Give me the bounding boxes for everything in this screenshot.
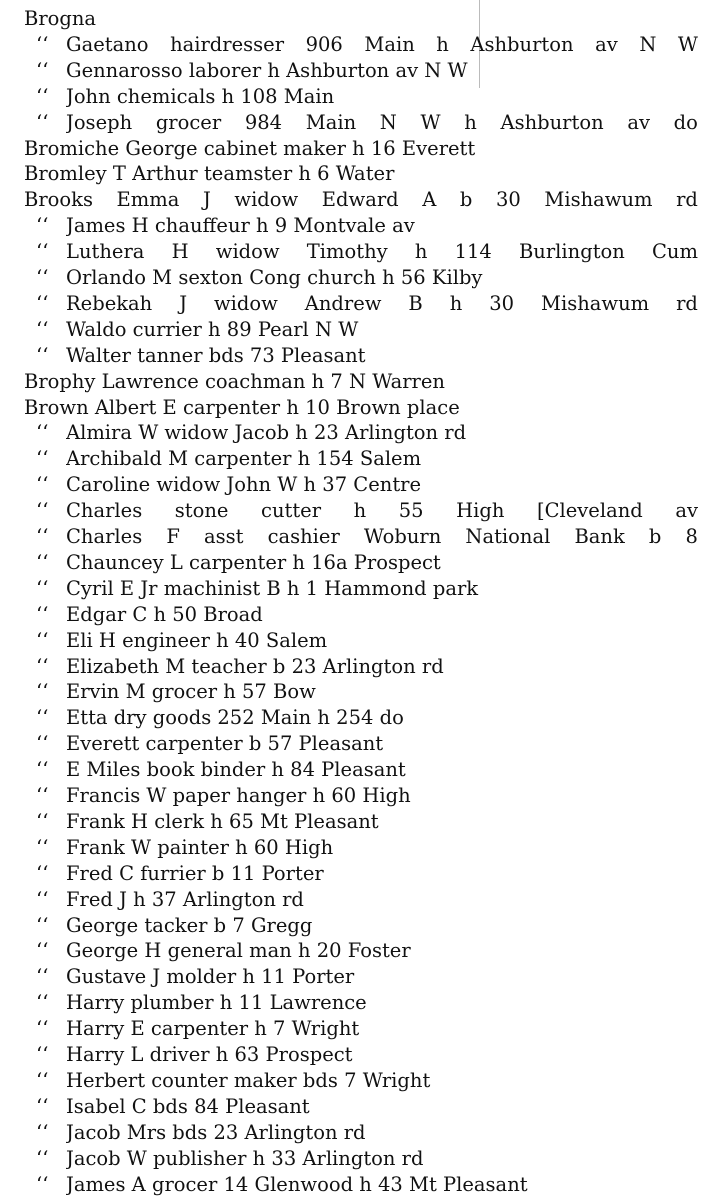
directory-entry xyxy=(36,576,698,602)
ditto-mark: ‘‘ xyxy=(36,809,49,833)
directory-entry xyxy=(36,32,698,58)
ditto-mark: ‘‘ xyxy=(36,835,49,859)
entry-text: Frank W painter h 60 High xyxy=(66,835,334,859)
entry-text: Etta dry goods 252 Main h 254 do xyxy=(66,706,404,730)
directory-entry xyxy=(36,343,698,369)
entry-text: Isabel C bds 84 Pleasant xyxy=(66,1094,310,1118)
ditto-mark: ‘‘ xyxy=(36,939,49,963)
ditto-mark: ‘‘ xyxy=(36,421,49,445)
directory-entry xyxy=(36,265,698,291)
entry-text: George tacker b 7 Gregg xyxy=(66,913,313,937)
directory-entry xyxy=(36,1042,698,1068)
ditto-mark: ‘‘ xyxy=(36,58,49,82)
entry-text: Edgar C h 50 Broad xyxy=(66,602,263,626)
ditto-mark: ‘‘ xyxy=(36,1017,49,1041)
directory-entry xyxy=(36,1068,698,1094)
ditto-mark: ‘‘ xyxy=(36,784,49,807)
ditto-mark: ‘‘ xyxy=(36,1172,49,1196)
directory-entry xyxy=(36,1172,698,1198)
directory-entry xyxy=(36,705,698,731)
directory-entry xyxy=(36,887,698,913)
entry-text: Herbert counter maker bds 7 Wright xyxy=(66,1068,431,1092)
directory-entry xyxy=(36,654,698,680)
ditto-mark: ‘‘ xyxy=(36,110,49,134)
ditto-mark: ‘‘ xyxy=(36,473,49,497)
directory-entry xyxy=(36,964,698,990)
directory-entry xyxy=(36,783,698,809)
ditto-mark: ‘‘ xyxy=(36,32,49,56)
directory-entry xyxy=(36,291,698,317)
directory-entry xyxy=(24,6,698,32)
ditto-mark: ‘‘ xyxy=(36,758,49,782)
directory-entry xyxy=(36,110,698,136)
entry-text: Harry L driver h 63 Prospect xyxy=(66,1043,353,1066)
entry-text: Gustave J molder h 11 Porter xyxy=(66,965,355,989)
ditto-mark: ‘‘ xyxy=(36,1146,49,1170)
directory-entry xyxy=(36,213,698,239)
entry-text: Jacob W publisher h 33 Arlington rd xyxy=(66,1146,424,1170)
entry-text: Joseph grocer 984 Main N W h Ashburton av do xyxy=(66,110,698,134)
directory-entry xyxy=(36,420,698,446)
ditto-mark: ‘‘ xyxy=(36,576,49,600)
ditto-mark: ‘‘ xyxy=(36,680,49,704)
directory-entry xyxy=(36,861,698,887)
ditto-mark: ‘‘ xyxy=(36,214,49,238)
directory-entry xyxy=(24,136,698,162)
entry-text: Brooks Emma J widow Edward A b 30 Mishawum rd xyxy=(24,188,698,212)
ditto-mark: ‘‘ xyxy=(36,266,49,289)
entry-text: Almira W widow Jacob h 23 Arlington rd xyxy=(66,421,467,445)
directory-entry xyxy=(36,239,698,265)
directory-entry xyxy=(24,161,698,187)
entry-text: Francis W paper hanger h 60 High xyxy=(66,784,411,807)
ditto-mark: ‘‘ xyxy=(36,84,49,108)
ditto-mark: ‘‘ xyxy=(36,706,49,730)
ditto-mark: ‘‘ xyxy=(36,240,49,264)
ditto-mark: ‘‘ xyxy=(36,602,49,626)
entry-text: Gaetano hairdresser 906 Main h Ashburton av N W xyxy=(66,32,698,56)
entry-text: Waldo currier h 89 Pearl N W xyxy=(66,317,359,341)
ditto-mark: ‘‘ xyxy=(36,499,49,523)
ditto-mark: ‘‘ xyxy=(36,317,49,341)
entry-text: James A grocer 14 Glenwood h 43 Mt Pleasant xyxy=(66,1172,528,1196)
ditto-mark: ‘‘ xyxy=(36,965,49,989)
ditto-mark: ‘‘ xyxy=(36,1120,49,1144)
directory-entry xyxy=(36,1146,698,1172)
entry-text: Bromiche George cabinet maker h 16 Everett xyxy=(24,136,476,160)
directory-entry xyxy=(36,84,698,110)
directory-entry xyxy=(36,628,698,654)
directory-entry xyxy=(36,1016,698,1042)
directory-entry xyxy=(36,757,698,783)
entry-text: Rebekah J widow Andrew B h 30 Mishawum rd xyxy=(66,291,698,315)
entry-text: Fred C furrier b 11 Porter xyxy=(66,861,324,885)
ditto-mark: ‘‘ xyxy=(36,1043,49,1066)
ditto-mark: ‘‘ xyxy=(36,887,49,911)
entry-text: Archibald M carpenter h 154 Salem xyxy=(66,447,422,471)
ditto-mark: ‘‘ xyxy=(36,447,49,471)
directory-entry xyxy=(36,446,698,472)
ditto-mark: ‘‘ xyxy=(36,1094,49,1118)
entry-text: Bromley T Arthur teamster h 6 Water xyxy=(24,162,395,186)
ditto-mark: ‘‘ xyxy=(36,991,49,1015)
directory-entry xyxy=(36,602,698,628)
directory-entry xyxy=(36,990,698,1016)
ditto-mark: ‘‘ xyxy=(36,550,49,574)
directory-entry xyxy=(36,58,698,84)
entry-text: Charles stone cutter h 55 High [Cleveland av xyxy=(66,499,698,523)
directory-entry xyxy=(36,1120,698,1146)
entry-text: Harry E carpenter h 7 Wright xyxy=(66,1017,360,1041)
ditto-mark: ‘‘ xyxy=(36,732,49,756)
entry-text: Brown Albert E carpenter h 10 Brown place xyxy=(24,395,460,419)
directory-entry xyxy=(36,679,698,705)
entry-text: E Miles book binder h 84 Pleasant xyxy=(66,758,406,782)
entry-text: Brogna xyxy=(24,7,97,30)
entry-text: Charles F asst cashier Woburn National Bank b 8 xyxy=(66,525,698,548)
entry-text: Walter tanner bds 73 Pleasant xyxy=(66,343,366,367)
directory-entry xyxy=(36,550,698,576)
directory-entry xyxy=(36,731,698,757)
entry-text: Ervin M grocer h 57 Bow xyxy=(66,680,316,704)
entry-text: Chauncey L carpenter h 16a Prospect xyxy=(66,550,441,574)
ditto-mark: ‘‘ xyxy=(36,291,49,315)
entry-text: Cyril E Jr machinist B h 1 Hammond park xyxy=(66,576,479,600)
entry-text: Brophy Lawrence coachman h 7 N Warren xyxy=(24,369,445,393)
directory-entry xyxy=(36,1094,698,1120)
ditto-mark: ‘‘ xyxy=(36,628,49,652)
entry-text: Caroline widow John W h 37 Centre xyxy=(66,473,422,497)
entry-text: Elizabeth M teacher b 23 Arlington rd xyxy=(66,654,444,678)
entry-text: Eli H engineer h 40 Salem xyxy=(66,628,328,652)
entry-text: Frank H clerk h 65 Mt Pleasant xyxy=(66,809,379,833)
directory-entry xyxy=(24,395,698,421)
entry-text: Luthera H widow Timothy h 114 Burlington Cum xyxy=(66,240,698,264)
ditto-mark: ‘‘ xyxy=(36,343,49,367)
directory-entry xyxy=(36,913,698,939)
ditto-mark: ‘‘ xyxy=(36,654,49,678)
entry-text: Everett carpenter b 57 Pleasant xyxy=(66,732,384,756)
directory-entry xyxy=(36,809,698,835)
directory-entry xyxy=(36,938,698,964)
entry-text: Gennarosso laborer h Ashburton av N W xyxy=(66,58,468,82)
directory-entry xyxy=(36,472,698,498)
directory-entry xyxy=(36,498,698,524)
ditto-mark: ‘‘ xyxy=(36,525,49,548)
entry-text: James H chauffeur h 9 Montvale av xyxy=(66,214,415,238)
ditto-mark: ‘‘ xyxy=(36,861,49,885)
directory-entry xyxy=(24,369,698,395)
entry-text: George H general man h 20 Foster xyxy=(66,939,411,963)
directory-entry xyxy=(24,187,698,213)
entry-text: Harry plumber h 11 Lawrence xyxy=(66,991,367,1015)
ditto-mark: ‘‘ xyxy=(36,913,49,937)
entry-text: Orlando M sexton Cong church h 56 Kilby xyxy=(66,266,483,289)
entry-text: Jacob Mrs bds 23 Arlington rd xyxy=(66,1120,366,1144)
ditto-mark: ‘‘ xyxy=(36,1068,49,1092)
directory-entry xyxy=(36,835,698,861)
entry-text: John chemicals h 108 Main xyxy=(66,84,335,108)
directory-entry xyxy=(36,317,698,343)
entry-text: Fred J h 37 Arlington rd xyxy=(66,887,304,911)
directory-entry xyxy=(36,524,698,550)
